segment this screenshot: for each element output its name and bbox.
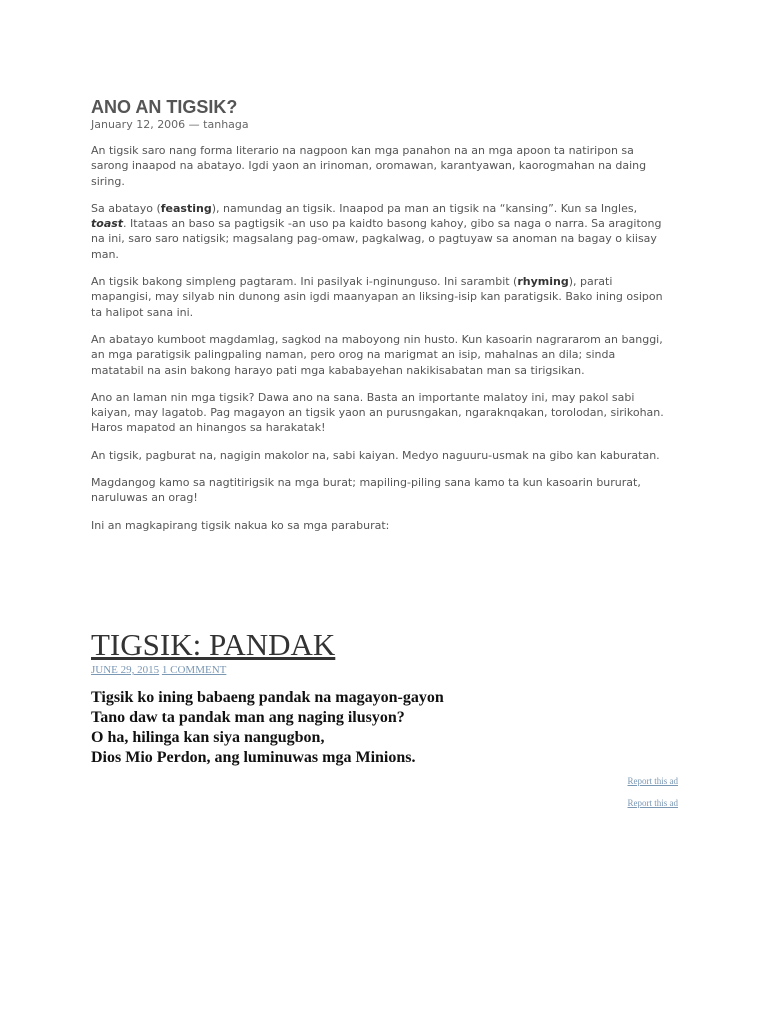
poem	[91, 688, 691, 768]
paragraph-3	[91, 274, 671, 320]
paragraph-3-bold-rhyming: rhyming	[517, 275, 569, 289]
paragraph-2-bold-feasting: feasting	[160, 201, 212, 215]
post-meta: January 12, 2006 — tanhaga	[91, 118, 249, 131]
post-meta-pandak	[91, 664, 691, 677]
post-tigsik-pandak	[91, 626, 691, 768]
post-date-link[interactable]: JUNE 29, 2015	[91, 664, 160, 676]
paragraph-7: Magdangog kamo sa nagtitirigsik na mga burat; mapiling-piling sana kamo ta kun kasoarin bururat, naruluwas an orag!	[91, 476, 641, 505]
paragraph-6: An tigsik, pagburat na, nagigin makolor na, sabi kaiyan. Medyo naguuru-usmak na gibo kan kaburatan.	[91, 448, 660, 462]
poem-line-3: O ha, hilinga kan siya nangugbon,	[91, 729, 325, 746]
poem-line-2: Tano daw ta pandak man ang naging ilusyon?	[91, 709, 405, 726]
paragraph-2-text-c: ), namundag an tigsik. Inaapod pa man an tigsik na “kansing”. Kun sa Ingles,	[211, 201, 638, 215]
paragraph-3-text-c: ), parati mapangisi, may silyab nin dunong asin igdi maanyapan an liksing-isip kan paratigsik. Bako ining osipon ta halipot sana ini.	[91, 275, 663, 319]
report-ad-link-2[interactable]: Report this ad	[627, 798, 678, 808]
report-ad-link-1[interactable]: Report this ad	[627, 776, 678, 786]
paragraph-8: Ini an magkapirang tigsik nakua ko sa mga paraburat:	[91, 518, 390, 532]
paragraph-2-italic-toast: toast	[91, 217, 124, 231]
comments-link[interactable]: 1 COMMENT	[161, 664, 227, 676]
post-title[interactable]: ANO AN TIGSIK?	[91, 97, 238, 117]
post-title-pandak[interactable]: TIGSIK: PANDAK	[91, 627, 336, 662]
paragraph-2	[91, 201, 671, 262]
paragraph-2-text-e: . Itataas an baso sa pagtigsik -an uso pa kaidto basong kahoy, gibo sa naga o narra. Sa aragitong na ini, saro saro natigsik; magsalang pag-omaw, pagkalwag, o pagtuyaw sa anoman na bagay o kiisay man.	[91, 217, 662, 261]
paragraph-1: An tigsik saro nang forma literario na nagpoon kan mga panahon na an mga apoon ta natiripon sa sarong inaapod na abatayo. Igdi yaon an irinoman, oromawan, karantyawan, kaorogmahan na daing siring.	[91, 144, 647, 188]
paragraph-5: Ano an laman nin mga tigsik? Dawa ano na sana. Basta an importante malatoy ini, may pakol sabi kaiyan, may lagatob. Pag magayon an tigsik yaon an purusngakan, ngaraknqakan, torolodan, sirikohan. Haros mapatod an hinangos sa harakatak!	[91, 390, 664, 435]
poem-line-1: Tigsik ko ining babaeng pandak na magayon-gayon	[91, 689, 444, 706]
paragraph-3-text-a: An tigsik bakong simpleng pagtaram. Ini pasilyak i-nginunguso. Ini sarambit (	[91, 275, 518, 289]
post-ano-an-tigsik	[91, 96, 671, 545]
paragraph-4: An abatayo kumboot magdamlag, sagkod na maboyong nin husto. Kun kasoarin nagrararom an banggi, an mga paratigsik palingpaling naman, pero orog na marigmat an isip, mahalnas an dila; sinda matatabil na asin bakong harayo pati mga kababayehan nakikisabatan man sa tirigsikan.	[91, 332, 663, 377]
poem-line-4: Dios Mio Perdon, ang luminuwas mga Minions.	[91, 749, 416, 766]
paragraph-2-text-a: Sa abatayo (	[91, 201, 161, 215]
